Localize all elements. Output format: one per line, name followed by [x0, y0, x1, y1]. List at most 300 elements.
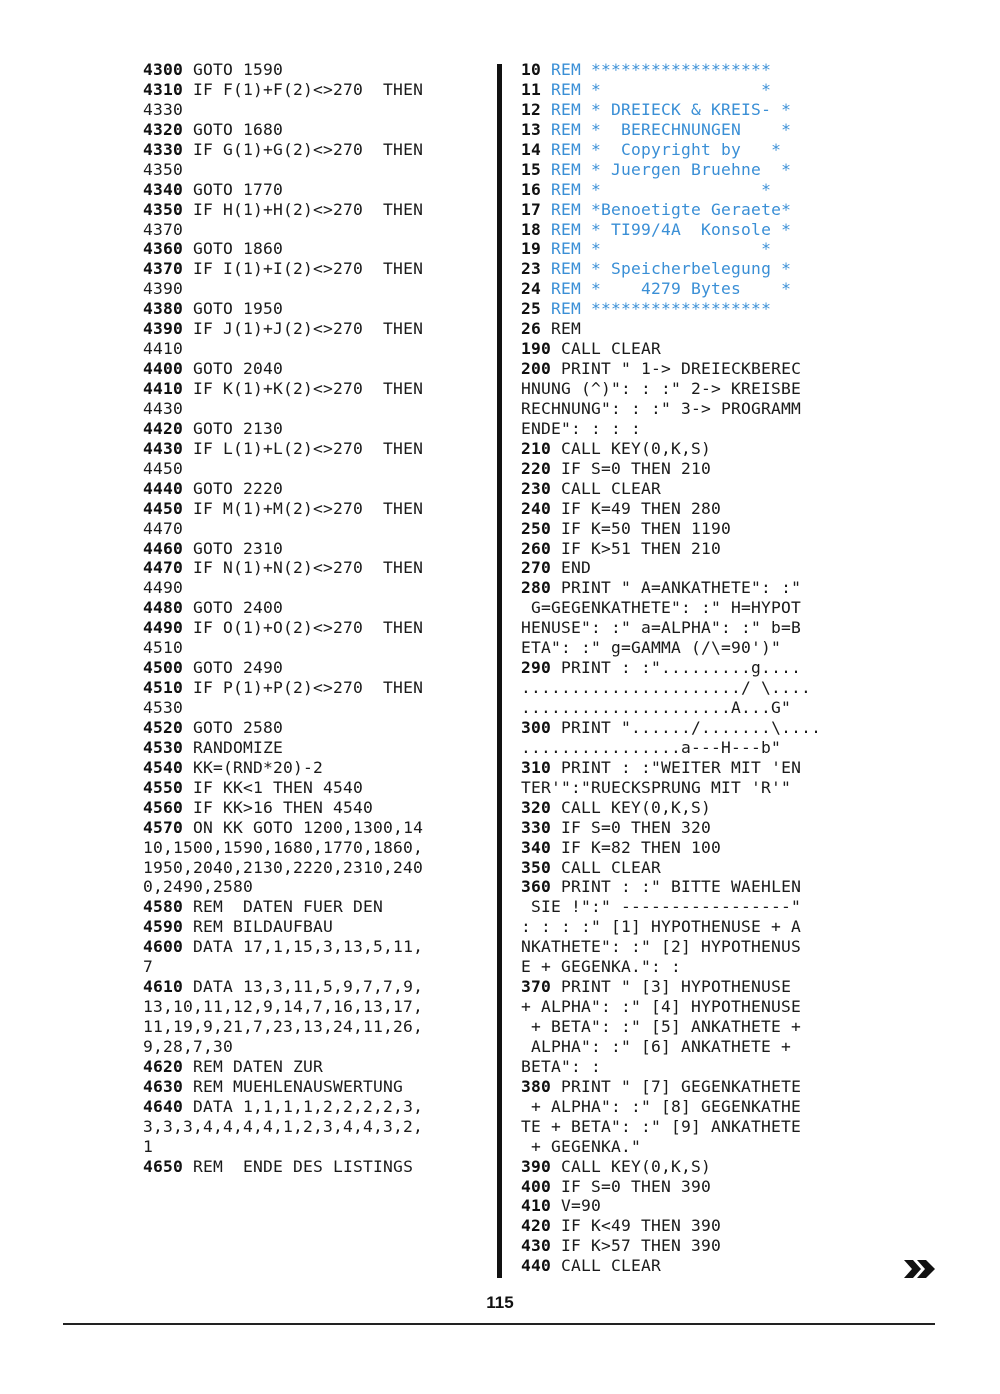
line-number: 410 [521, 1196, 552, 1216]
line-number: 23 [521, 259, 542, 279]
code-line [143, 957, 488, 977]
code-line [521, 558, 871, 578]
code-line [521, 399, 871, 419]
line-number: 370 [521, 977, 552, 997]
line-code: CALL KEY(0,K,S) [551, 1156, 712, 1176]
line-code: HNUNG (^)": : :" 2-> KREISBE [521, 379, 802, 398]
line-code: + GEGENKA." [521, 1136, 642, 1156]
code-line [143, 578, 488, 598]
code-line [143, 200, 488, 220]
line-code: IF L(1)+L(2)<>270 THEN [183, 438, 424, 458]
line-number: 260 [521, 538, 552, 558]
code-line [521, 1216, 871, 1236]
line-number: 240 [521, 498, 552, 518]
line-code: 4390 [143, 279, 184, 299]
code-line [143, 1017, 488, 1037]
code-line [143, 239, 488, 259]
line-number: 4500 [143, 658, 184, 678]
line-code: .....................A...G" [521, 698, 792, 717]
line-number: 4420 [143, 418, 184, 438]
line-code: 11,19,9,21,7,23,13,24,11,26, [143, 1017, 424, 1036]
code-line [521, 957, 871, 977]
line-code: NKATHETE": :" [2] HYPOTHENUS [521, 937, 802, 957]
footer-rule [63, 1323, 935, 1325]
page-number: 115 [486, 1293, 514, 1312]
line-number: 4580 [143, 897, 184, 917]
line-code: REM DATEN FUER DEN [183, 897, 384, 917]
line-number: 440 [521, 1256, 552, 1276]
code-line [143, 339, 488, 359]
code-line [521, 419, 871, 439]
code-line [521, 1256, 871, 1276]
line-code: GOTO 2040 [183, 359, 284, 379]
line-number: 230 [521, 478, 552, 498]
line-code: : : : :" [1] HYPOTHENUSE + A [521, 917, 802, 937]
line-code: IF P(1)+P(2)<>270 THEN [183, 678, 424, 698]
code-line [521, 1017, 871, 1037]
line-code: REM * BERECHNUNGEN * [541, 119, 792, 139]
line-code: REM DATEN ZUR [183, 1056, 324, 1076]
line-number: 11 [521, 79, 542, 99]
line-code: PRINT : :".........g.... [551, 658, 802, 678]
line-number: 24 [521, 279, 542, 299]
line-number: 4300 [143, 60, 184, 79]
line-number: 4540 [143, 757, 184, 777]
code-line [521, 977, 871, 997]
line-code: IF K(1)+K(2)<>270 THEN [183, 379, 424, 398]
code-line [143, 778, 488, 798]
line-code: REM * * [541, 239, 772, 259]
line-number: 4350 [143, 199, 184, 219]
line-number: 19 [521, 239, 542, 259]
line-code: 10,1500,1590,1680,1770,1860, [143, 837, 424, 857]
line-number: 4550 [143, 777, 184, 797]
code-line [521, 359, 871, 379]
line-code: 4370 [143, 219, 184, 239]
line-code: 7 [143, 957, 154, 977]
line-code: IF K=82 THEN 100 [551, 837, 722, 857]
line-number: 4640 [143, 1096, 184, 1116]
line-code: IF M(1)+M(2)<>270 THEN [183, 498, 424, 518]
code-line [143, 1157, 488, 1177]
code-line [521, 259, 871, 279]
code-line [143, 1137, 488, 1157]
line-code: CALL CLEAR [551, 339, 662, 359]
code-line [143, 140, 488, 160]
line-code: PRINT " 1-> DREIECKBEREC [551, 359, 802, 379]
code-line [143, 60, 488, 80]
line-number: 4460 [143, 538, 184, 558]
line-code: DATA 1,1,1,1,2,2,2,2,3, [183, 1096, 424, 1116]
line-code: 1 [143, 1136, 154, 1156]
line-code: TE + BETA": :" [9] ANKATHETE [521, 1116, 802, 1136]
line-number: 4320 [143, 119, 184, 139]
code-line [143, 479, 488, 499]
line-code: 0,2490,2580 [143, 877, 254, 897]
line-number: 300 [521, 717, 552, 737]
double-chevron-right-icon [903, 1258, 937, 1280]
code-line [521, 1057, 871, 1077]
line-code: GOTO 2400 [183, 598, 284, 618]
line-number: 4480 [143, 598, 184, 618]
line-number: 270 [521, 558, 552, 578]
line-code: KK=(RND*20)-2 [183, 757, 324, 777]
code-line [143, 758, 488, 778]
line-code: DATA 13,3,11,5,9,7,7,9, [183, 977, 424, 997]
line-code: IF K>51 THEN 210 [551, 538, 722, 558]
line-code: REM [541, 319, 582, 339]
code-line [521, 1196, 871, 1216]
line-code: RECHNUNG": : :" 3-> PROGRAMM [521, 398, 802, 418]
code-line [521, 578, 871, 598]
line-code: IF G(1)+G(2)<>270 THEN [183, 139, 424, 159]
line-code: IF K<49 THEN 390 [551, 1216, 722, 1236]
line-code: IF S=0 THEN 390 [551, 1176, 712, 1196]
code-line [143, 678, 488, 698]
code-line [143, 359, 488, 379]
code-line [143, 419, 488, 439]
line-number: 350 [521, 857, 552, 877]
line-code: IF KK<1 THEN 4540 [183, 777, 364, 797]
line-number: 320 [521, 797, 552, 817]
line-number: 420 [521, 1216, 552, 1236]
line-code: CALL CLEAR [551, 478, 662, 498]
code-line [521, 838, 871, 858]
line-code: PRINT " [7] GEGENKATHETE [551, 1076, 802, 1096]
line-number: 4400 [143, 359, 184, 379]
code-line [521, 1177, 871, 1197]
line-code: IF F(1)+F(2)<>270 THEN [183, 79, 424, 99]
line-code: GOTO 1680 [183, 119, 284, 139]
line-code: GOTO 2310 [183, 538, 284, 558]
line-code: CALL KEY(0,K,S) [551, 438, 712, 458]
code-line [143, 319, 488, 339]
code-line [143, 1097, 488, 1117]
line-code: 1950,2040,2130,2220,2310,240 [143, 857, 424, 877]
code-line [143, 558, 488, 578]
line-number: 4520 [143, 717, 184, 737]
line-code: V=90 [551, 1196, 602, 1216]
line-code: CALL CLEAR [551, 1256, 662, 1276]
code-line [521, 180, 871, 200]
code-line [521, 1097, 871, 1117]
line-code: IF KK>16 THEN 4540 [183, 797, 374, 817]
line-code: TER'":"RUECKSPRUNG MIT 'R'" [521, 777, 792, 797]
line-code: REM * * [541, 79, 772, 99]
code-line [143, 180, 488, 200]
code-line [521, 758, 871, 778]
line-code: GOTO 2130 [183, 418, 284, 438]
line-number: 210 [521, 438, 552, 458]
code-line [521, 1137, 871, 1157]
code-line [143, 299, 488, 319]
code-line [521, 598, 871, 618]
code-line [521, 718, 871, 738]
line-number: 4310 [143, 79, 184, 99]
line-number: 17 [521, 199, 542, 219]
line-code: 13,10,11,12,9,14,7,16,13,17, [143, 997, 424, 1017]
line-code: IF S=0 THEN 210 [551, 458, 712, 478]
code-line [521, 200, 871, 220]
line-code: IF J(1)+J(2)<>270 THEN [183, 319, 424, 339]
code-line [143, 977, 488, 997]
line-code: IF I(1)+I(2)<>270 THEN [183, 259, 424, 279]
code-line [143, 100, 488, 120]
line-code: 4450 [143, 458, 184, 478]
line-code: IF K=49 THEN 280 [551, 498, 722, 518]
line-number: 280 [521, 578, 552, 598]
code-line [143, 519, 488, 539]
code-line [143, 838, 488, 858]
line-code: REM BILDAUFBAU [183, 917, 334, 937]
line-code: G=GEGENKATHETE": :" H=HYPOT [521, 598, 802, 618]
line-number: 12 [521, 99, 542, 119]
code-line [143, 917, 488, 937]
line-code: IF S=0 THEN 320 [551, 817, 712, 837]
line-code: SIE !":" -----------------" [521, 897, 802, 917]
code-line [143, 459, 488, 479]
line-code: 4470 [143, 518, 184, 538]
code-line [521, 499, 871, 519]
line-number: 330 [521, 817, 552, 837]
line-number: 250 [521, 518, 552, 538]
line-code: GOTO 1950 [183, 299, 284, 319]
code-line [521, 339, 871, 359]
line-code: ENDE": : : : [521, 418, 642, 438]
line-code: CALL CLEAR [551, 857, 662, 877]
line-code: 4490 [143, 578, 184, 598]
line-code: + BETA": :" [5] ANKATHETE + [521, 1017, 802, 1036]
line-code: REM * Copyright by * [541, 139, 782, 159]
line-code: GOTO 1590 [183, 60, 284, 79]
code-line [143, 738, 488, 758]
line-code: IF N(1)+N(2)<>270 THEN [183, 558, 424, 578]
line-number: 26 [521, 319, 542, 339]
code-line [521, 937, 871, 957]
line-code: CALL KEY(0,K,S) [551, 797, 712, 817]
code-line [521, 80, 871, 100]
code-line [521, 60, 871, 80]
line-code: 4430 [143, 398, 184, 418]
line-number: 310 [521, 757, 552, 777]
line-code: IF K>57 THEN 390 [551, 1236, 722, 1256]
line-code: PRINT " [3] HYPOTHENUSE [551, 977, 792, 997]
line-code: DATA 17,1,15,3,13,5,11, [183, 937, 424, 957]
code-line [143, 618, 488, 638]
code-line [143, 937, 488, 957]
line-code: PRINT : :"WEITER MIT 'EN [551, 757, 802, 777]
line-code: REM * * [541, 179, 772, 199]
line-code: REM ****************** [541, 60, 772, 79]
code-line [521, 239, 871, 259]
code-line [143, 1037, 488, 1057]
line-code: REM MUEHLENAUSWERTUNG [183, 1076, 404, 1096]
line-number: 25 [521, 299, 542, 319]
line-number: 4630 [143, 1076, 184, 1096]
code-line [521, 1077, 871, 1097]
line-code: ALPHA": :" [6] ANKATHETE + [521, 1036, 792, 1056]
line-number: 4620 [143, 1056, 184, 1076]
line-number: 4530 [143, 737, 184, 757]
code-line [143, 598, 488, 618]
column-divider [497, 64, 502, 1278]
line-number: 4390 [143, 319, 184, 339]
line-code: E + GEGENKA.": : [521, 957, 682, 977]
code-line [143, 798, 488, 818]
line-code: 4350 [143, 159, 184, 179]
line-number: 4560 [143, 797, 184, 817]
line-number: 390 [521, 1156, 552, 1176]
line-code: GOTO 2580 [183, 717, 284, 737]
line-number: 18 [521, 219, 542, 239]
code-line [521, 778, 871, 798]
line-number: 4410 [143, 379, 184, 398]
line-code: REM *Benoetigte Geraete* [541, 199, 792, 219]
line-number: 10 [521, 60, 542, 79]
line-number: 4510 [143, 678, 184, 698]
line-number: 400 [521, 1176, 552, 1196]
line-number: 4600 [143, 937, 184, 957]
line-number: 4570 [143, 817, 184, 837]
code-line [521, 539, 871, 559]
code-line [143, 1057, 488, 1077]
line-code: 9,28,7,30 [143, 1036, 234, 1056]
line-code: + ALPHA": :" [4] HYPOTHENUSE [521, 997, 802, 1017]
code-line [521, 459, 871, 479]
code-line [143, 160, 488, 180]
line-number: 4430 [143, 438, 184, 458]
code-line [521, 299, 871, 319]
code-line [143, 439, 488, 459]
line-code: + ALPHA": :" [8] GEGENKATHE [521, 1096, 802, 1116]
line-code: REM * Speicherbelegung * [541, 259, 792, 279]
code-line [521, 1157, 871, 1177]
line-code: ON KK GOTO 1200,1300,14 [183, 817, 424, 837]
listing-column-right [521, 60, 871, 1276]
code-line [143, 718, 488, 738]
line-number: 4490 [143, 618, 184, 638]
line-code: HENUSE": :" a=ALPHA": :" b=B [521, 618, 802, 638]
line-code: PRINT " A=ANKATHETE": :" [551, 578, 802, 598]
code-line [521, 858, 871, 878]
code-line [521, 1117, 871, 1137]
code-line [143, 1077, 488, 1097]
line-code: REM * TI99/4A Konsole * [541, 219, 792, 239]
line-number: 190 [521, 339, 552, 359]
code-line [521, 638, 871, 658]
code-line [143, 877, 488, 897]
code-line [143, 638, 488, 658]
line-number: 430 [521, 1236, 552, 1256]
code-line [143, 897, 488, 917]
code-line [521, 439, 871, 459]
code-line [521, 140, 871, 160]
line-number: 16 [521, 179, 542, 199]
line-code: REM ENDE DES LISTINGS [183, 1156, 414, 1176]
line-code: PRINT : :" BITTE WAEHLEN [551, 877, 802, 897]
code-line [143, 120, 488, 140]
line-code: IF H(1)+H(2)<>270 THEN [183, 199, 424, 219]
code-line [521, 479, 871, 499]
line-number: 15 [521, 159, 542, 179]
code-line [521, 379, 871, 399]
line-number: 4370 [143, 259, 184, 279]
line-code: REM * DREIECK & KREIS- * [541, 99, 792, 119]
code-line [521, 519, 871, 539]
line-code: REM * 4279 Bytes * [541, 279, 792, 299]
line-number: 4440 [143, 478, 184, 498]
code-line [521, 120, 871, 140]
code-line [521, 658, 871, 678]
code-line [521, 220, 871, 240]
line-code: 4330 [143, 99, 184, 119]
code-line [143, 1117, 488, 1137]
line-code: IF O(1)+O(2)<>270 THEN [183, 618, 424, 638]
line-code: 4530 [143, 698, 184, 717]
line-code: RANDOMIZE [183, 737, 284, 757]
line-number: 4360 [143, 239, 184, 259]
code-line [521, 997, 871, 1017]
code-line [143, 818, 488, 838]
code-line [521, 100, 871, 120]
code-line [143, 658, 488, 678]
code-line [143, 259, 488, 279]
line-code: REM ****************** [541, 299, 772, 319]
line-number: 4330 [143, 139, 184, 159]
code-line [143, 858, 488, 878]
code-line [521, 917, 871, 937]
line-number: 4590 [143, 917, 184, 937]
line-code: GOTO 1860 [183, 239, 284, 259]
line-code: PRINT "....../.......\.... [551, 717, 822, 737]
line-number: 4340 [143, 179, 184, 199]
code-line [521, 279, 871, 299]
code-line [521, 798, 871, 818]
line-number: 360 [521, 877, 552, 897]
line-number: 4380 [143, 299, 184, 319]
code-line [143, 399, 488, 419]
code-line [143, 997, 488, 1017]
line-code: ....................../ \.... [521, 678, 812, 698]
listing-column-left [143, 60, 488, 1177]
code-line [521, 877, 871, 897]
line-number: 14 [521, 139, 542, 159]
code-line [521, 1037, 871, 1057]
code-line [521, 319, 871, 339]
line-code: 4410 [143, 339, 184, 359]
line-code: ETA": :" g=GAMMA (/\=90')" [521, 638, 782, 658]
line-code: REM * Juergen Bruehne * [541, 159, 792, 179]
code-line [143, 279, 488, 299]
line-number: 4470 [143, 558, 184, 578]
line-number: 200 [521, 359, 552, 379]
line-number: 220 [521, 458, 552, 478]
code-line [521, 678, 871, 698]
line-code: IF K=50 THEN 1190 [551, 518, 732, 538]
line-code: GOTO 2220 [183, 478, 284, 498]
line-number: 340 [521, 837, 552, 857]
code-line [143, 220, 488, 240]
code-line [143, 698, 488, 718]
line-code: GOTO 2490 [183, 658, 284, 678]
line-code: 3,3,3,4,4,4,4,1,2,3,4,4,3,2, [143, 1116, 424, 1136]
code-line [521, 818, 871, 838]
line-code: GOTO 1770 [183, 179, 284, 199]
line-number: 290 [521, 658, 552, 678]
code-line [521, 738, 871, 758]
code-line [521, 618, 871, 638]
code-line [143, 499, 488, 519]
